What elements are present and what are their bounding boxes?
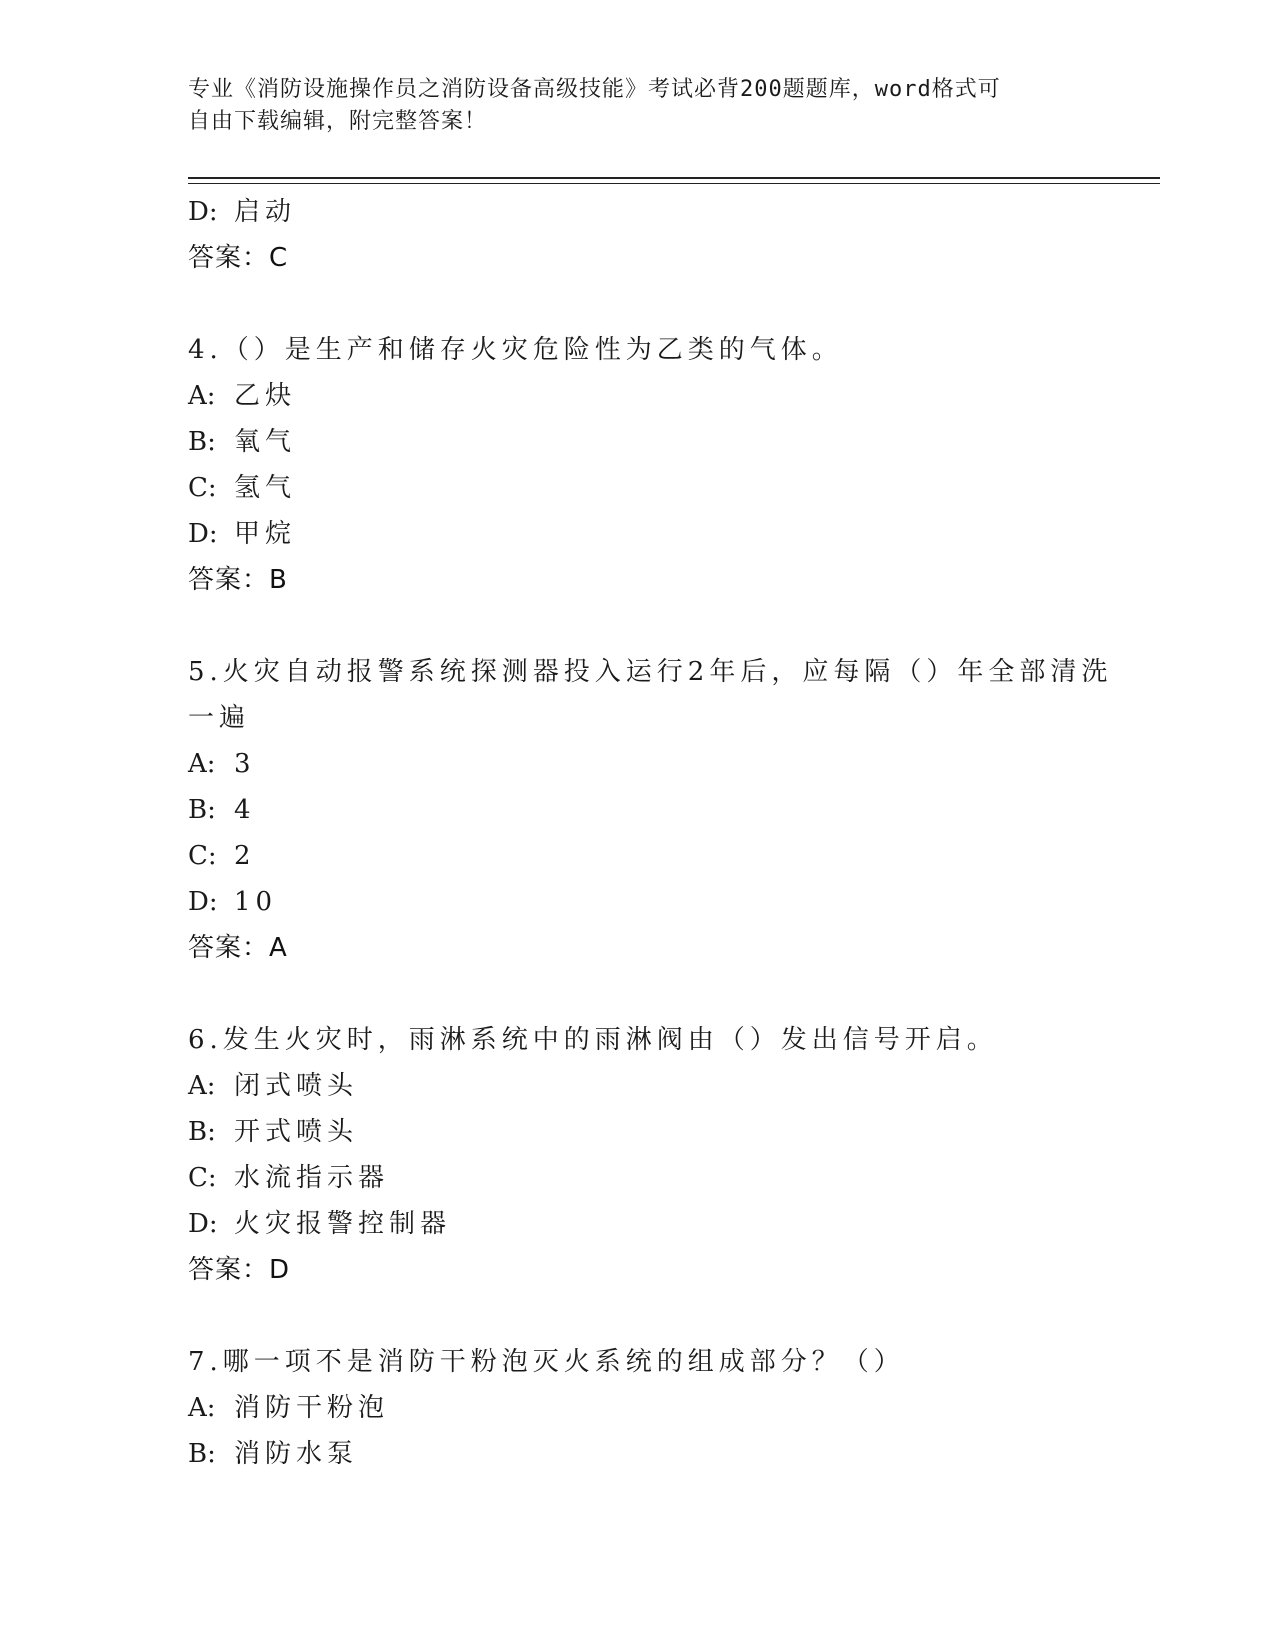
option-label: A: <box>188 381 216 411</box>
option-row <box>188 1201 1088 1247</box>
option-text: 4 <box>234 795 256 825</box>
option-label: B: <box>188 427 216 457</box>
option-row <box>188 879 1088 925</box>
spacer <box>188 1293 1088 1339</box>
question-stem: 6.发生火灾时，雨淋系统中的雨淋阀由（）发出信号开启。 <box>188 1025 998 1055</box>
option-label: A: <box>188 749 216 779</box>
option-row <box>188 1431 1088 1477</box>
option-text: 水流指示器 <box>234 1163 390 1193</box>
header-divider-thick <box>188 177 1160 179</box>
option-label: C: <box>188 1163 217 1193</box>
option-label: B: <box>188 1439 216 1469</box>
option-text: 乙炔 <box>234 381 297 411</box>
option-text: 甲烷 <box>234 519 297 549</box>
option-row <box>188 787 1088 833</box>
option-text: 消防水泵 <box>234 1439 359 1469</box>
answer-line: 答案：C <box>188 243 289 273</box>
option-label: C: <box>188 841 217 871</box>
option-text: 开式喷头 <box>234 1117 359 1147</box>
spacer <box>188 281 1088 327</box>
question-list <box>188 189 1113 1477</box>
option-label: C: <box>188 473 217 503</box>
option-text: 氧气 <box>234 427 297 457</box>
option-text: 3 <box>234 749 256 779</box>
answer-line: 答案：B <box>188 565 288 595</box>
option-row <box>188 1385 1088 1431</box>
option-row <box>188 419 1088 465</box>
option-text: 10 <box>234 887 278 917</box>
option-row <box>188 741 1088 787</box>
question-stem: 4.（）是生产和储存火灾危险性为乙类的气体。 <box>188 335 843 365</box>
option-row <box>188 511 1088 557</box>
option-row <box>188 833 1088 879</box>
header-line-2: 自由下载编辑，附完整答案！ <box>188 109 488 134</box>
option-row <box>188 465 1088 511</box>
answer-line: 答案：D <box>188 1255 291 1285</box>
answer-line: 答案：A <box>188 933 288 963</box>
option-text: 火灾报警控制器 <box>234 1209 452 1239</box>
document-header <box>188 74 1068 138</box>
option-label: D: <box>188 197 218 227</box>
option-row <box>188 1063 1088 1109</box>
option-text: 消防干粉泡 <box>234 1393 390 1423</box>
option-label: D: <box>188 519 218 549</box>
option-row <box>188 1155 1088 1201</box>
option-text: 2 <box>234 841 256 871</box>
option-label: A: <box>188 1393 216 1423</box>
header-line-1: 专业《消防设施操作员之消防设备高级技能》考试必背200题题库，word格式可 <box>188 77 1001 102</box>
option-label: D: <box>188 887 218 917</box>
question-stem-continued: 一遍 <box>188 703 251 733</box>
option-text: 启动 <box>234 197 297 227</box>
option-text: 闭式喷头 <box>234 1071 359 1101</box>
spacer <box>188 971 1088 1017</box>
option-text: 氢气 <box>234 473 297 503</box>
spacer <box>188 603 1088 649</box>
option-label: A: <box>188 1071 216 1101</box>
question-stem: 5.火灾自动报警系统探测器投入运行2年后，应每隔（）年全部清洗 <box>188 657 1113 687</box>
option-row <box>188 1109 1088 1155</box>
header-divider-thin <box>188 183 1160 184</box>
option-label: B: <box>188 1117 216 1147</box>
option-label: B: <box>188 795 216 825</box>
option-row <box>188 189 1088 235</box>
question-stem: 7.哪一项不是消防干粉泡灭火系统的组成部分？（） <box>188 1347 905 1377</box>
option-label: D: <box>188 1209 218 1239</box>
option-row <box>188 373 1088 419</box>
